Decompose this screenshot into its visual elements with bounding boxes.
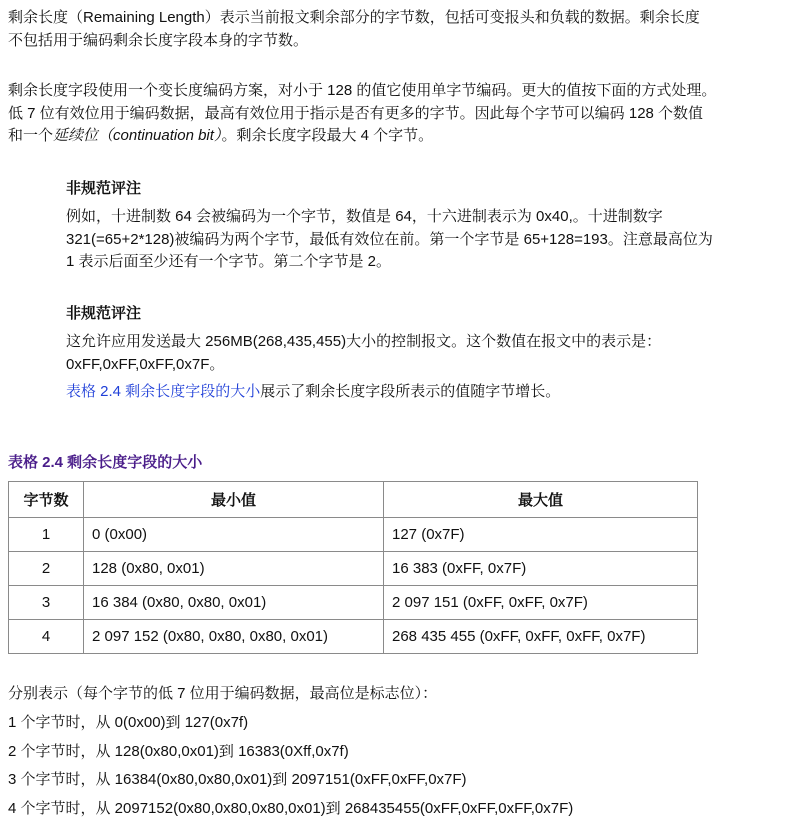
column-header: 字节数 [9, 482, 84, 518]
text-line: 2 个字节时，从 128(0x80,0x01)到 16383(0Xff,0x7f) [8, 742, 349, 760]
table-cell: 127 (0x7F) [384, 518, 698, 552]
text-line: 剩余长度（Remaining Length）表示当前报文剩余部分的字节数，包括可变报头和负载的数据。剩余长度 [8, 9, 700, 26]
table-row [9, 518, 698, 552]
text: 。剩余长度字段最大 4 个字节。 [221, 127, 434, 144]
table-cell: 16 383 (0xFF, 0x7F) [384, 552, 698, 586]
text-line: 这允许应用发送最大 256MB(268,435,455)大小的控制报文。这个数值在报文中的表示是： [66, 333, 662, 350]
byte-range-summary [8, 680, 796, 824]
note-heading: 非规范评注 [66, 180, 142, 197]
remaining-length-table [8, 481, 698, 654]
column-header: 最小值 [84, 482, 384, 518]
text-line [8, 125, 796, 148]
informative-note-2 [66, 303, 786, 404]
table-cell: 4 [9, 620, 84, 654]
column-header: 最大值 [384, 482, 698, 518]
table-caption: 表格 2.4 剩余长度字段的大小 [8, 454, 203, 471]
text-line: 3 个字节时，从 16384(0x80,0x80,0x01)到 2097151(0xFF,0xFF,0x7F) [8, 771, 467, 789]
table-row [9, 552, 698, 586]
note-heading: 非规范评注 [66, 305, 142, 322]
text-line: 剩余长度字段使用一个变长度编码方案，对小于 128 的值它使用单字节编码。更大的值按下面的方式处理。 [8, 82, 717, 99]
continuation-bit-term: 延续位（continuation bit） [53, 127, 222, 144]
table-cell: 2 097 151 (0xFF, 0xFF, 0x7F) [384, 586, 698, 620]
text-line: 1 表示后面至少还有一个字节。第二个字节是 2。 [66, 253, 392, 270]
text-line: 不包括用于编码剩余长度字段本身的字节数。 [8, 31, 309, 49]
table-cell: 2 [9, 552, 84, 586]
text-line: 4 个字节时，从 2097152(0x80,0x80,0x80,0x01)到 268435455(0xFF,0xFF,0xFF,0x7F) [8, 800, 574, 818]
table-cell: 3 [9, 586, 84, 620]
table-reference-link[interactable]: 表格 2.4 剩余长度字段的大小 [66, 383, 261, 400]
paragraph-encoding-scheme [8, 80, 796, 148]
text-line: 0xFF,0xFF,0xFF,0x7F。 [66, 355, 225, 373]
table-row [9, 620, 698, 654]
table-cell: 16 384 (0x80, 0x80, 0x01) [84, 586, 384, 620]
text-line: 例如，十进制数 64 会被编码为一个字节，数值是 64，十六进制表示为 0x40,。十进制数字 [66, 208, 663, 225]
table-row [9, 586, 698, 620]
table-cell: 128 (0x80, 0x01) [84, 552, 384, 586]
table-cell: 2 097 152 (0x80, 0x80, 0x80, 0x01) [84, 620, 384, 654]
paragraph-remaining-length [8, 7, 796, 52]
text: 和一个 [8, 127, 54, 144]
table-cell: 0 (0x00) [84, 518, 384, 552]
table-cell: 268 435 455 (0xFF, 0xFF, 0xFF, 0x7F) [384, 620, 698, 654]
text-line: 1 个字节时，从 0(0x00)到 127(0x7f) [8, 713, 249, 731]
text-line: 低 7 位有效位用于编码数据，最高有效位用于指示是否有更多的字节。因此每个字节可以编码 128 个数值 [8, 104, 704, 122]
text-line [66, 381, 786, 404]
table-header-row [9, 482, 698, 518]
text-line: 分别表示（每个字节的低 7 位用于编码数据，最高位是标志位）： [8, 685, 438, 702]
text-line: 321(=65+2*128)被编码为两个字节，最低有效位在前。第一个字节是 65+128=193。注意最高位为 [66, 230, 713, 248]
table-cell: 1 [9, 518, 84, 552]
text: 展示了剩余长度字段所表示的值随字节增长。 [260, 383, 561, 400]
informative-note-1 [66, 178, 786, 274]
